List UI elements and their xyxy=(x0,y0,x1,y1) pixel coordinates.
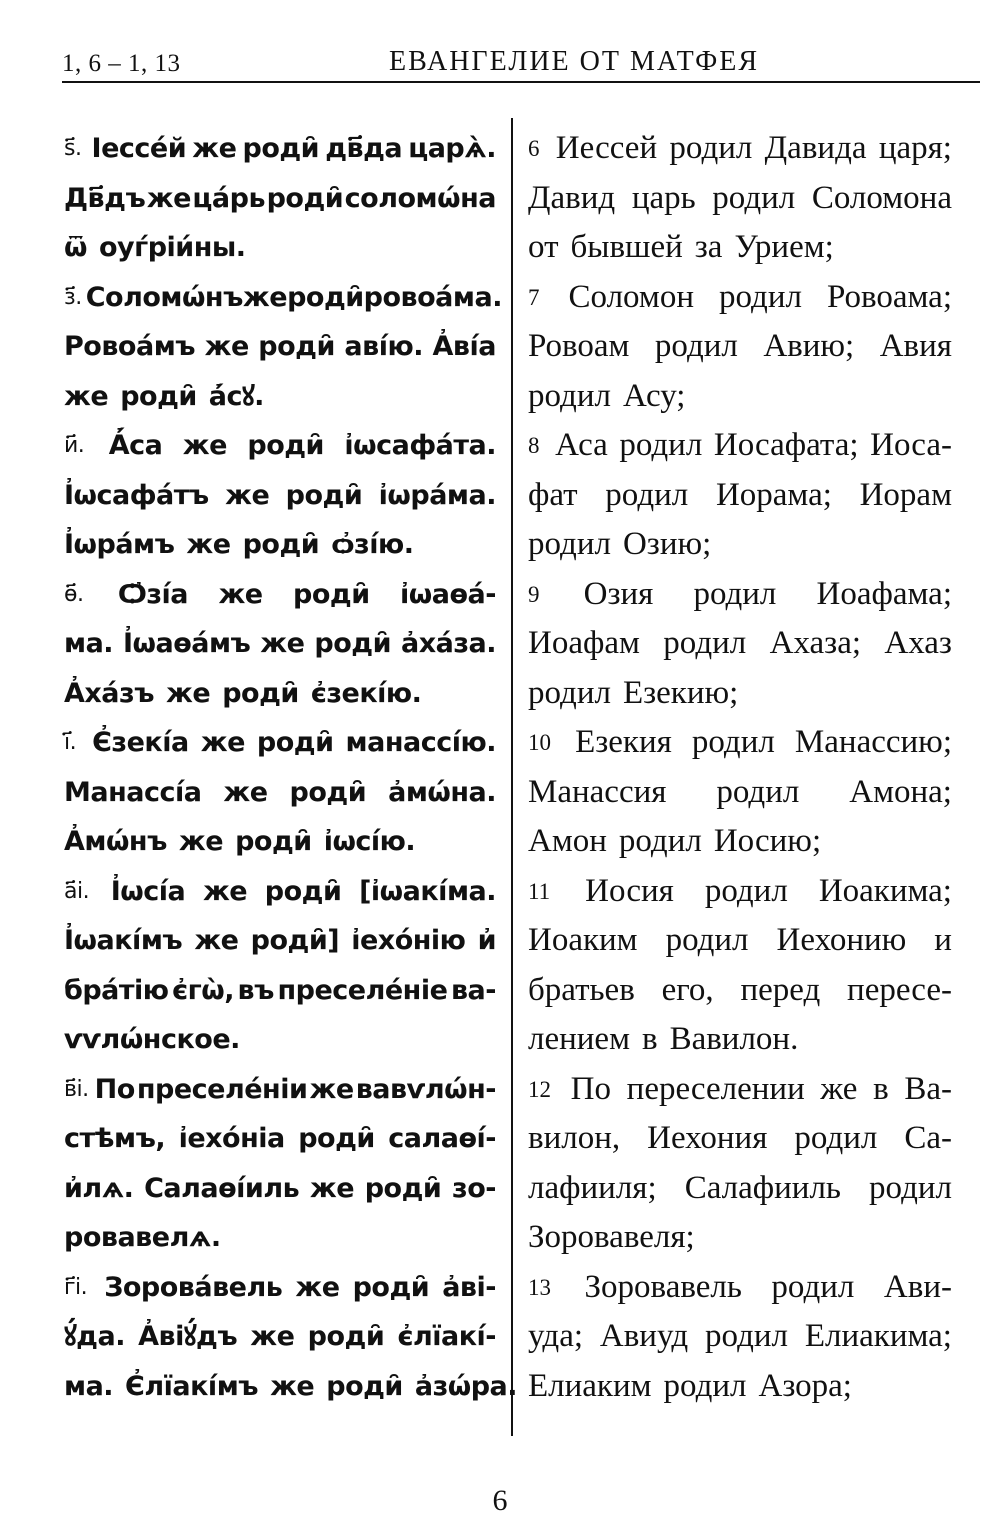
slavonic-text-line: ма. Є҆лїакі́мъ же роди̑ а҆зѡ́ра. xyxy=(64,1370,518,1402)
russian-text-line: Манассия родил Амона; xyxy=(528,773,952,810)
slavonic-text-line: А҆ха́зъ же роди̑ є҆зекі́ю. xyxy=(64,677,422,709)
slavonic-text-line: ѳ҃. Ѻ҆зі́а же роди̑ і҆ѡаѳа́- xyxy=(64,578,496,610)
slavonic-text-line: ꙋ́да. А҆віꙋ́дъ же роди̑ є҆лїакі́- xyxy=(64,1321,496,1352)
russian-text-line: Иоаким родил Иехонию и xyxy=(528,922,952,958)
russian-text-line: 9 Озия родил Иоафама; xyxy=(528,575,952,612)
slavonic-text-line: ѿ оуѓріи́ны. xyxy=(64,232,246,263)
slavonic-text-line: ма. І҆ѡаѳа́мъ же роди̑ а҆ха́за. xyxy=(64,628,496,659)
slavonic-text-line: в҃і. По преселе́ніи же вавѵлѡ́н- xyxy=(64,1073,496,1105)
russian-text-line: Давид царь родил Соломона xyxy=(528,179,952,216)
russian-text-line: 12 По переселении же в Ва- xyxy=(528,1070,952,1107)
russian-text-line: родил Асу; xyxy=(528,377,686,414)
column-divider xyxy=(511,118,513,1436)
church-slavonic-column xyxy=(64,124,518,1411)
slavonic-text-line: і҃. Є҆зекі́а же роди̑ манассі́ю. xyxy=(64,727,496,758)
slavonic-text-line: І҆ѡра́мъ же роди̑ ѻ҆зі́ю. xyxy=(64,529,414,560)
russian-text-line: Иоафам родил Ахаза; Ахаз xyxy=(528,625,952,661)
slavonic-text-line: з҃. Соломѡ́нъ же роди̑ ровоа́ма. xyxy=(64,281,502,313)
russian-text-line: Амон родил Иосию; xyxy=(528,823,822,859)
slavonic-text-line: І҆ѡакі́мъ же роди̑] і҆ехо́нію и҆ xyxy=(64,925,496,956)
header-rule xyxy=(62,81,980,83)
slavonic-text-line: Дв҃дъ же ца́рь роди̑ соломѡ́на xyxy=(64,182,496,214)
russian-text-line: родил Езекию; xyxy=(528,674,739,711)
slavonic-text-line: г҃і. Зорова́вель же роди̑ а҆ві- xyxy=(64,1271,496,1303)
slavonic-text-line: Манассі́а же роди̑ а҆мѡ́на. xyxy=(64,776,496,808)
slavonic-text-line: Ровоа́мъ же роди̑ аві́ю. А҆ві́а xyxy=(64,331,496,362)
russian-text-line: родил Озию; xyxy=(528,526,712,562)
slavonic-text-line: ровавелѧ. xyxy=(64,1222,221,1253)
slavonic-text-line: бра́тію є҆гѡ̀, въ преселе́ніе ва- xyxy=(64,974,496,1006)
slavonic-text-line: ѕ҃. Іессе́й же роди̑ дв҃да царѧ̀. xyxy=(64,133,496,164)
slavonic-text-line: І҆ѡсафа́тъ же роди̑ і҆ѡра́ма. xyxy=(64,479,496,511)
russian-text-line: Зоровавеля; xyxy=(528,1219,695,1255)
russian-text-line: Ровоам родил Авию; Авия xyxy=(528,328,952,364)
slavonic-text-line: а҃і. І҆ѡсі́а же роди̑ [і҆ѡакі́ма. xyxy=(64,875,496,907)
russian-text-line: 10 Езекия родил Манассию; xyxy=(528,724,952,760)
slavonic-text-line: же роди̑ а҆́сꙋ. xyxy=(64,380,264,412)
russian-translation-column xyxy=(528,124,952,1411)
verse-range: 1, 6 – 1, 13 xyxy=(62,50,181,77)
slavonic-text-line: и҃. А҆́са же роди̑ і҆ѡсафа́та. xyxy=(64,430,496,461)
page-number: 6 xyxy=(492,1484,508,1517)
russian-text-line: Елиаким родил Азора; xyxy=(528,1367,852,1404)
running-header xyxy=(62,44,980,82)
russian-text-line: от бывшей за Урием; xyxy=(528,229,834,265)
slavonic-text-line: стѣмъ, і҆ехо́ніа роди̑ салаѳі́- xyxy=(64,1123,496,1154)
russian-text-line: вилон, Иехония родил Са- xyxy=(528,1120,952,1156)
russian-text-line: 13 Зоровавель родил Ави- xyxy=(528,1268,952,1305)
slavonic-text-line: ѵѵлѡ́нское. xyxy=(64,1024,240,1055)
slavonic-text-line: А҆мѡ́нъ же роди̑ і҆ѡсі́ю. xyxy=(64,826,416,857)
russian-text-line: лением в Вавилон. xyxy=(528,1021,799,1057)
russian-text-line: 8 Аса родил Иосафата; Иоса- xyxy=(528,427,952,463)
russian-text-line: 6 Иессей родил Давида царя; xyxy=(528,130,952,166)
book-title: ЕВАНГЕЛИЕ ОТ МАТФЕЯ xyxy=(388,46,760,77)
russian-text-line: 11 Иосия родил Иоакима; xyxy=(528,872,952,909)
russian-text-line: братьев его, перед пересе- xyxy=(528,971,952,1008)
russian-text-line: 7 Соломон родил Ровоама; xyxy=(528,278,952,315)
russian-text-line: уда; Авиуд родил Елиакима; xyxy=(528,1318,952,1354)
russian-text-line: фат родил Иорама; Иорам xyxy=(528,476,952,513)
slavonic-text-line: и҆лѧ. Салаѳі́иль же роди̑ зо- xyxy=(64,1172,496,1204)
russian-text-line: лафииля; Салафииль родил xyxy=(528,1169,952,1206)
